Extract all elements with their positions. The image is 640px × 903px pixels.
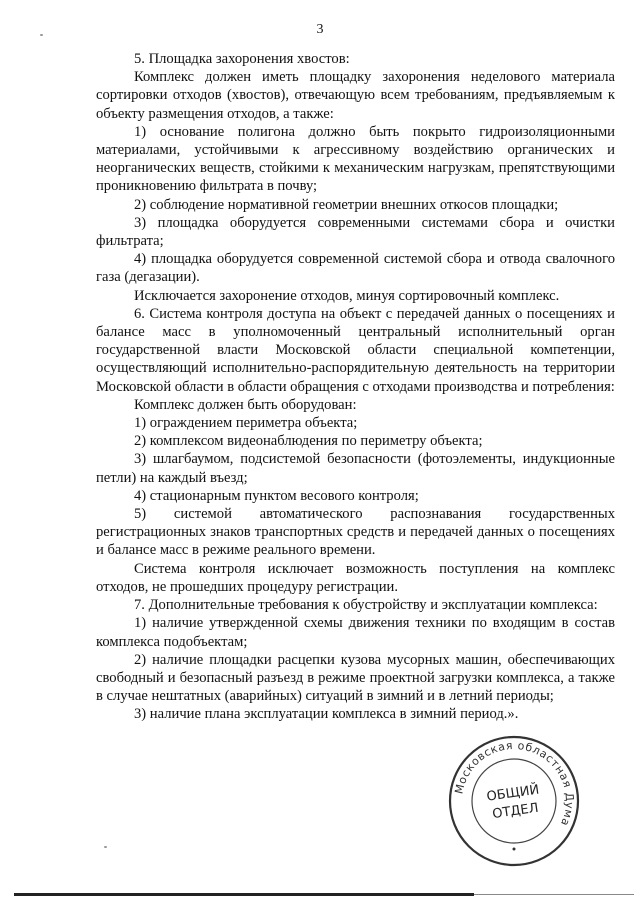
- paragraph: Исключается захоронение отходов, минуя сортировочный комплекс.: [134, 287, 560, 304]
- list-item: 2) соблюдение нормативной геометрии внешних откосов площадки;: [134, 196, 559, 213]
- stamp-center-line-1: ОБЩИЙ: [485, 782, 541, 805]
- list-item: 1) основание полигона должно быть покрыто гидроизоляционными материалами, устойчивыми к агрессивному воздействию органических и неорганических веществ, стойкими к механическим нагрузкам, препятствующими проникновению фильтрата в почву;: [96, 123, 615, 195]
- stamp-dot: [513, 848, 516, 851]
- list-item: 3) шлагбаумом, подсистемой безопасности (фотоэлементы, индукционные петли) на каждый въезд;: [96, 451, 615, 486]
- scan-speck: [40, 34, 43, 36]
- list-item: 4) стационарным пунктом весового контроля;: [134, 487, 419, 504]
- list-item: 1) ограждением периметра объекта;: [134, 415, 358, 432]
- list-item: 1) наличие утвержденной схемы движения техники по входящим в состав комплекса подобъектам;: [96, 615, 615, 650]
- stamp-ring-text: Московская областная Дума: [452, 738, 577, 829]
- list-item: 2) наличие площадки расцепки кузова мусорных машин, обеспечивающих свободный и безопасный разъезд в режиме проектной загрузки комплекса, а также в случае нештатных (аварийных) ситуаций в зимний и в летний периоды;: [96, 651, 615, 705]
- stamp-seal: [446, 733, 582, 869]
- scan-edge-line: [14, 893, 474, 896]
- list-item: 4) площадка оборудуется современной системой сбора и отвода свалочного газа (дегазации).: [96, 251, 615, 286]
- stamp-center-line-2: ОТДЕЛ: [491, 800, 540, 823]
- scan-edge-line: [474, 894, 634, 895]
- section-6-heading: 6. Система контроля доступа на объект с передачей данных о посещениях и балансе масс в уполномоченный центральный исполнительный орган государственной власти Московской области специальной компетенции, осуществляющий исполнительно-распорядительную деятельность на территории Московской области в области обращения с отходами производства и потребления:: [96, 305, 615, 395]
- section-7-heading: 7. Дополнительные требования к обустройству и эксплуатации комплекса:: [134, 597, 598, 614]
- list-item: 5) системой автоматического распознавания государственных регистрационных знаков транспортных средств и передачей данных о посещениях и балансе масс в режиме реального времени.: [96, 506, 615, 559]
- list-item: 2) комплексом видеонаблюдения по периметру объекта;: [134, 433, 483, 450]
- list-item: 3) площадка оборудуется современными системами сбора и очистки фильтрата;: [96, 214, 615, 250]
- paragraph: Система контроля исключает возможность поступления на комплекс отходов, не прошедших процедуру регистрации.: [96, 560, 615, 595]
- page-number: 3: [316, 22, 324, 37]
- scan-speck: [104, 846, 107, 848]
- section-5-heading: 5. Площадка захоронения хвостов:: [134, 51, 350, 67]
- paragraph: Комплекс должен быть оборудован:: [134, 396, 357, 413]
- paragraph: Комплекс должен иметь площадку захоронения неделового материала сортировки отходов (хвостов), отвечающую всем требованиям, предъявляемым к объекту размещения отходов, а также:: [96, 69, 615, 122]
- document-body: [96, 50, 615, 724]
- list-item: 3) наличие плана эксплуатации комплекса в зимний период.».: [134, 706, 519, 723]
